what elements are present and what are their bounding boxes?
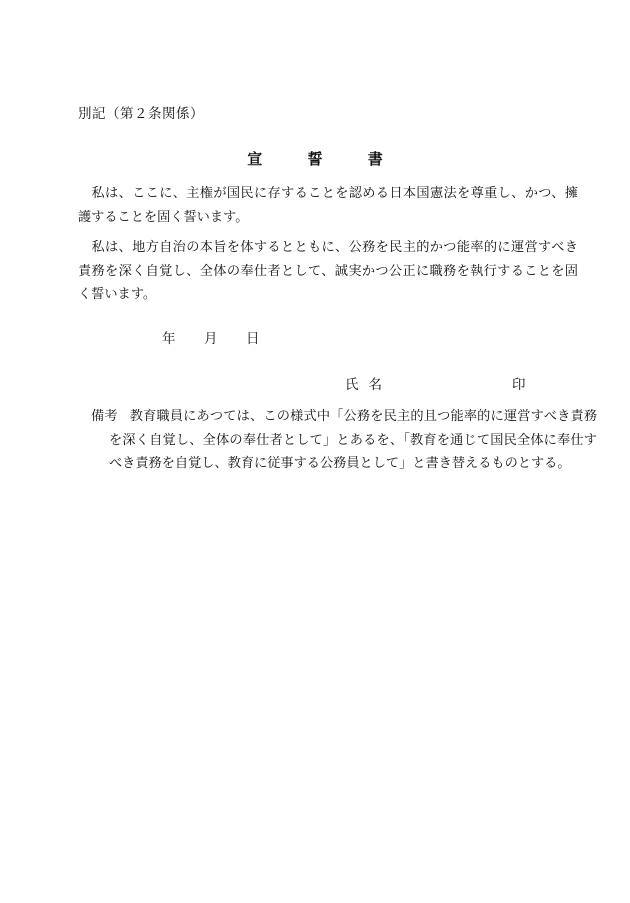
document-title (0, 148, 630, 169)
oath-paragraph-2: 私は、地方自治の本旨を体するとともに、公務を民主的かつ能率的に運営すべき責務を深く自覚し、全体の奉仕者として、誠実かつ公正に職務を執行することを固く誓います。 (78, 240, 578, 302)
title-char-1: 宣 (247, 150, 263, 168)
signature-name-label: 氏名 (345, 377, 392, 393)
date-month-label: 月 (204, 331, 218, 347)
remark-label: 備考 (91, 409, 118, 424)
oath-paragraph-1: 私は、ここに、主権が国民に存することを認める日本国憲法を尊重し、かつ、擁護することを固く誓います。 (78, 186, 578, 225)
remark-text: 教育職員にあつては、この様式中「公務を民主的且つ能率的に運営すべき責務を深く自覚し、全体の奉仕者として」とあるを、「教育を通じて国民全体に奉仕すべき責務を自覚し、教育に従事する公務員として」と書き替えるものとする。 (109, 409, 598, 471)
remark-note (91, 405, 597, 476)
annex-label: 別記（第２条関係） (78, 106, 204, 122)
title-char-2: 誓 (307, 150, 323, 168)
title-char-3: 書 (367, 150, 383, 168)
date-day-label: 日 (246, 331, 260, 347)
date-year-label: 年 (162, 331, 176, 347)
signature-seal-label: 印 (512, 377, 526, 393)
